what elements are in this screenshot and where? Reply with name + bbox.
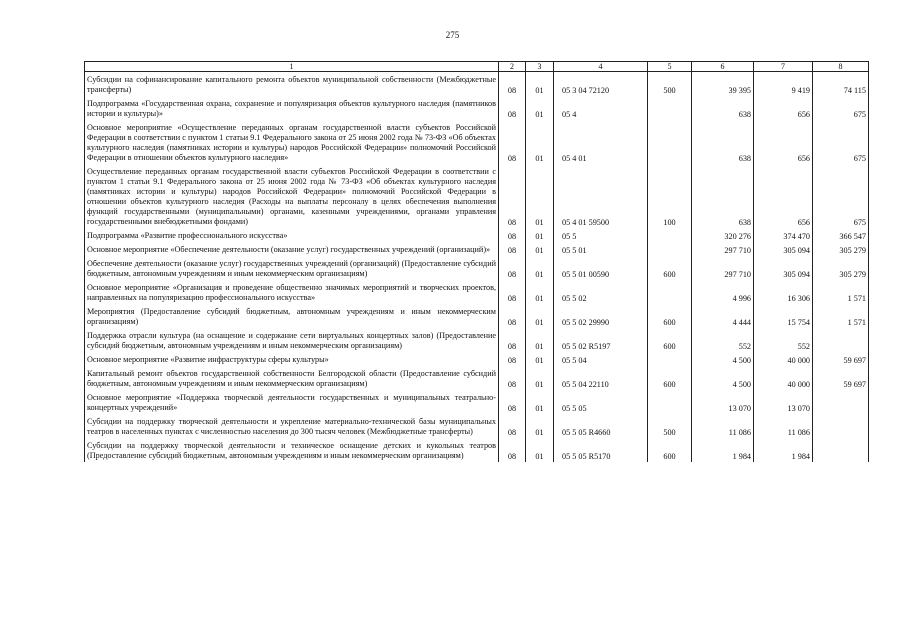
row-podrazdel: 01: [526, 304, 554, 328]
table-row: [85, 242, 869, 256]
row-razdel: 08: [499, 96, 526, 120]
row-name: Обеспечение деятельности (оказание услуг) государственных учреждений (организаций) (Предоставление субсидий бюджетным, автономным учреждениям и иным некоммерческим организациям): [85, 256, 499, 280]
row-value-2: 374 470: [754, 228, 813, 242]
row-razdel: 08: [499, 242, 526, 256]
row-value-2: 15 754: [754, 304, 813, 328]
row-vr: 500: [648, 72, 692, 97]
row-podrazdel: 01: [526, 164, 554, 228]
table-row: [85, 280, 869, 304]
column-header-razdel: 2: [499, 62, 526, 72]
row-razdel: 08: [499, 390, 526, 414]
row-value-1: 638: [692, 164, 754, 228]
row-value-2: 1 984: [754, 438, 813, 462]
row-value-1: 4 996: [692, 280, 754, 304]
row-vr: 600: [648, 438, 692, 462]
row-vr: [648, 96, 692, 120]
row-vr: [648, 228, 692, 242]
table-row: [85, 96, 869, 120]
page-number: 275: [445, 30, 460, 40]
row-csr: 05 5 01: [554, 242, 648, 256]
row-podrazdel: 01: [526, 280, 554, 304]
row-value-1: 4 500: [692, 352, 754, 366]
row-razdel: 08: [499, 328, 526, 352]
row-value-1: 4 500: [692, 366, 754, 390]
table-row: [85, 164, 869, 228]
row-csr: 05 5 02: [554, 280, 648, 304]
column-header-year-3: 8: [813, 62, 869, 72]
table-row: [85, 72, 869, 97]
row-value-1: 320 276: [692, 228, 754, 242]
row-value-3: 675: [813, 120, 869, 164]
column-header-podrazdel: 3: [526, 62, 554, 72]
row-name: Субсидии на поддержку творческой деятельности и укрепление материально-технической базы муниципальных театров в населенных пунктах с численностью населения до 300 тысяч человек (Межбюджетные трансферты): [85, 414, 499, 438]
row-value-2: 9 419: [754, 72, 813, 97]
table-header-row: [85, 62, 869, 72]
row-vr: 600: [648, 328, 692, 352]
row-value-3: 1 571: [813, 304, 869, 328]
row-vr: 100: [648, 164, 692, 228]
row-vr: 600: [648, 256, 692, 280]
row-razdel: 08: [499, 352, 526, 366]
row-vr: [648, 280, 692, 304]
table-row: [85, 328, 869, 352]
row-value-2: 305 094: [754, 242, 813, 256]
row-value-2: 656: [754, 120, 813, 164]
row-vr: [648, 120, 692, 164]
row-podrazdel: 01: [526, 228, 554, 242]
row-razdel: 08: [499, 72, 526, 97]
row-csr: 05 5: [554, 228, 648, 242]
row-csr: 05 5 04 22110: [554, 366, 648, 390]
row-vr: [648, 242, 692, 256]
row-value-3: 305 279: [813, 242, 869, 256]
row-vr: [648, 352, 692, 366]
row-value-1: 11 086: [692, 414, 754, 438]
row-vr: 600: [648, 366, 692, 390]
row-value-3: [813, 328, 869, 352]
row-csr: 05 5 05: [554, 390, 648, 414]
row-razdel: 08: [499, 414, 526, 438]
row-value-3: 675: [813, 164, 869, 228]
row-value-1: 297 710: [692, 242, 754, 256]
row-value-2: 656: [754, 96, 813, 120]
row-value-2: 656: [754, 164, 813, 228]
column-header-year-2: 7: [754, 62, 813, 72]
row-csr: 05 4: [554, 96, 648, 120]
row-value-3: 59 697: [813, 366, 869, 390]
row-name: Капитальный ремонт объектов государственной собственности Белгородской области (Предоставление субсидий бюджетным, автономным учреждениям и иным некоммерческим организациям): [85, 366, 499, 390]
row-name: Подпрограмма «Государственная охрана, сохранение и популяризация объектов культурного наследия (памятников истории и культуры)»: [85, 96, 499, 120]
budget-table: [84, 61, 869, 462]
column-header-csr: 4: [554, 62, 648, 72]
row-csr: 05 5 02 29990: [554, 304, 648, 328]
row-name: Субсидии на поддержку творческой деятельности и техническое оснащение детских и кукольных театров (Предоставление субсидий бюджетным, автономным учреждениям и иным некоммерческим организациям): [85, 438, 499, 462]
row-vr: 500: [648, 414, 692, 438]
row-value-3: [813, 390, 869, 414]
column-header-year-1: 6: [692, 62, 754, 72]
row-name: Основное мероприятие «Организация и проведение общественно значимых мероприятий и творческих проектов, направленных на популяризацию профессионального искусства»: [85, 280, 499, 304]
row-csr: 05 4 01 59500: [554, 164, 648, 228]
row-value-2: 552: [754, 328, 813, 352]
row-value-1: 39 395: [692, 72, 754, 97]
row-value-2: 40 000: [754, 352, 813, 366]
row-value-3: 305 279: [813, 256, 869, 280]
row-podrazdel: 01: [526, 390, 554, 414]
row-csr: 05 4 01: [554, 120, 648, 164]
table-row: [85, 352, 869, 366]
row-value-2: 16 306: [754, 280, 813, 304]
row-podrazdel: 01: [526, 414, 554, 438]
row-value-2: 13 070: [754, 390, 813, 414]
row-name: Основное мероприятие «Осуществление переданных органам государственной власти субъектов Российской Федерации в соответствии с пунктом 1 статьи 9.1 Федерального закона от 25 июня 2002 года № 73-ФЗ «Об объектах культурного наследия (памятниках истории и культуры) народов Российской Федерации» полномочий Российской Федерации в отношении объектов культурного наследия»: [85, 120, 499, 164]
row-razdel: 08: [499, 438, 526, 462]
row-value-3: 74 115: [813, 72, 869, 97]
column-header-name: 1: [85, 62, 499, 72]
table-row: [85, 228, 869, 242]
row-csr: 05 5 01 00590: [554, 256, 648, 280]
row-value-3: 675: [813, 96, 869, 120]
row-name: Подпрограмма «Развитие профессионального искусства»: [85, 228, 499, 242]
row-razdel: 08: [499, 256, 526, 280]
row-podrazdel: 01: [526, 366, 554, 390]
row-podrazdel: 01: [526, 72, 554, 97]
row-name: Основное мероприятие «Развитие инфраструктуры сферы культуры»: [85, 352, 499, 366]
table-row: [85, 390, 869, 414]
row-value-1: 638: [692, 120, 754, 164]
row-value-3: [813, 414, 869, 438]
row-name: Основное мероприятие «Поддержка творческой деятельности государственных и муниципальных театрально-концертных учреждений»: [85, 390, 499, 414]
row-podrazdel: 01: [526, 256, 554, 280]
table-row: [85, 304, 869, 328]
row-value-1: 297 710: [692, 256, 754, 280]
row-value-2: 305 094: [754, 256, 813, 280]
table-row: [85, 366, 869, 390]
row-value-2: 11 086: [754, 414, 813, 438]
row-value-1: 4 444: [692, 304, 754, 328]
row-podrazdel: 01: [526, 438, 554, 462]
table-row: [85, 414, 869, 438]
row-name: Осуществление переданных органам государственной власти субъектов Российской Федерации в соответствии с пунктом 1 статьи 9.1 Федерального закона от 25 июня 2002 года № 73-ФЗ «Об объектах культурного наследия (памятниках истории и культуры) народов Российской Федерации» полномочий Российской Федерации в отношении объектов культурного наследия (Расходы на выплаты персоналу в целях обеспечения выполнения функций государственными (муниципальными) органами, казенными учреждениями, органами управления государственными внебюджетными фондами): [85, 164, 499, 228]
row-vr: [648, 390, 692, 414]
row-razdel: 08: [499, 366, 526, 390]
row-name: Основное мероприятие «Обеспечение деятельности (оказание услуг) государственных учреждений (организаций)»: [85, 242, 499, 256]
row-value-1: 1 984: [692, 438, 754, 462]
row-csr: 05 3 04 72120: [554, 72, 648, 97]
row-csr: 05 5 04: [554, 352, 648, 366]
row-value-3: 59 697: [813, 352, 869, 366]
row-value-3: [813, 438, 869, 462]
row-value-1: 552: [692, 328, 754, 352]
row-razdel: 08: [499, 304, 526, 328]
row-razdel: 08: [499, 164, 526, 228]
row-razdel: 08: [499, 120, 526, 164]
row-razdel: 08: [499, 280, 526, 304]
row-value-3: 366 547: [813, 228, 869, 242]
row-value-1: 638: [692, 96, 754, 120]
row-podrazdel: 01: [526, 352, 554, 366]
row-name: Поддержка отрасли культура (на оснащение и содержание сети виртуальных концертных залов) (Предоставление субсидий бюджетным, автономным учреждениям и иным некоммерческим организациям): [85, 328, 499, 352]
table-row: [85, 438, 869, 462]
row-razdel: 08: [499, 228, 526, 242]
column-header-vr: 5: [648, 62, 692, 72]
row-name: Мероприятия (Предоставление субсидий бюджетным, автономным учреждениям и иным некоммерческим организациям): [85, 304, 499, 328]
row-podrazdel: 01: [526, 96, 554, 120]
row-podrazdel: 01: [526, 328, 554, 352]
row-csr: 05 5 05 R5170: [554, 438, 648, 462]
row-value-2: 40 000: [754, 366, 813, 390]
row-value-3: 1 571: [813, 280, 869, 304]
row-csr: 05 5 02 R5197: [554, 328, 648, 352]
table-row: [85, 120, 869, 164]
row-vr: 600: [648, 304, 692, 328]
row-podrazdel: 01: [526, 120, 554, 164]
row-value-1: 13 070: [692, 390, 754, 414]
row-podrazdel: 01: [526, 242, 554, 256]
row-name: Субсидии на софинансирование капитального ремонта объектов муниципальной собственности (Межбюджетные трансферты): [85, 72, 499, 97]
row-csr: 05 5 05 R4660: [554, 414, 648, 438]
table-row: [85, 256, 869, 280]
